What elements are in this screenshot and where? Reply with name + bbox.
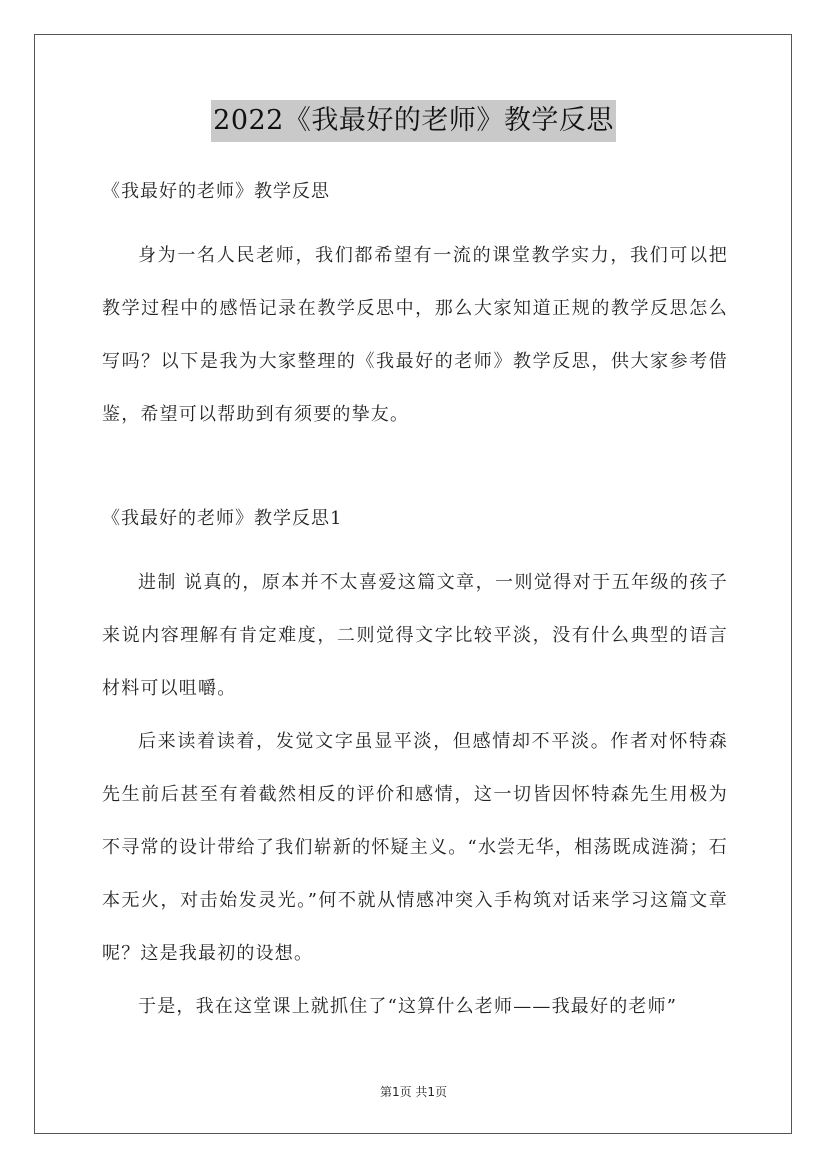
section-1-paragraph: 于是，我在这堂课上就抓住了“这算什么老师——我最好的老师” [138, 996, 678, 1017]
page-footer: 第1页 共1页 [379, 1085, 448, 1099]
section-1-paragraph: 进制 说真的，原本并不太喜爱这篇文章，一则觉得对于五年级的孩子来说内容理解有肯定难度，二则觉得文字比较平淡，没有什么典型的语言材料可以咀嚼。 [102, 572, 728, 699]
section-1-heading: 《我最好的老师》教学反思1 [102, 508, 343, 529]
spacer [102, 206, 728, 229]
intro-section [102, 178, 728, 441]
title-container [0, 100, 827, 142]
section-1-paragraph: 后来读着读着，发觉文字虽显平淡，但感情却不平淡。作者对怀特森先生前后甚至有着截然相反的评价和感情，这一切皆因怀特森先生用极为不寻常的设计带给了我们崭新的怀疑主义。“水尝无华，相荡既成涟漪；石本无火，对击始发灵光。”何不就从情感冲突入手构筑对话来学习这篇文章呢？这是我最初的设想。 [102, 731, 728, 964]
document-title: 2022《我最好的老师》教学反思 [211, 100, 616, 142]
section-1 [102, 505, 728, 1033]
intro-heading: 《我最好的老师》教学反思 [102, 181, 330, 202]
intro-paragraph: 身为一名人民老师，我们都希望有一流的课堂教学实力，我们可以把教学过程中的感悟记录在教学反思中，那么大家知道正规的教学反思怎么写吗？以下是我为大家整理的《我最好的老师》教学反思，供大家参考借鉴，希望可以帮助到有须要的挚友。 [102, 245, 728, 425]
spacer [102, 533, 728, 556]
